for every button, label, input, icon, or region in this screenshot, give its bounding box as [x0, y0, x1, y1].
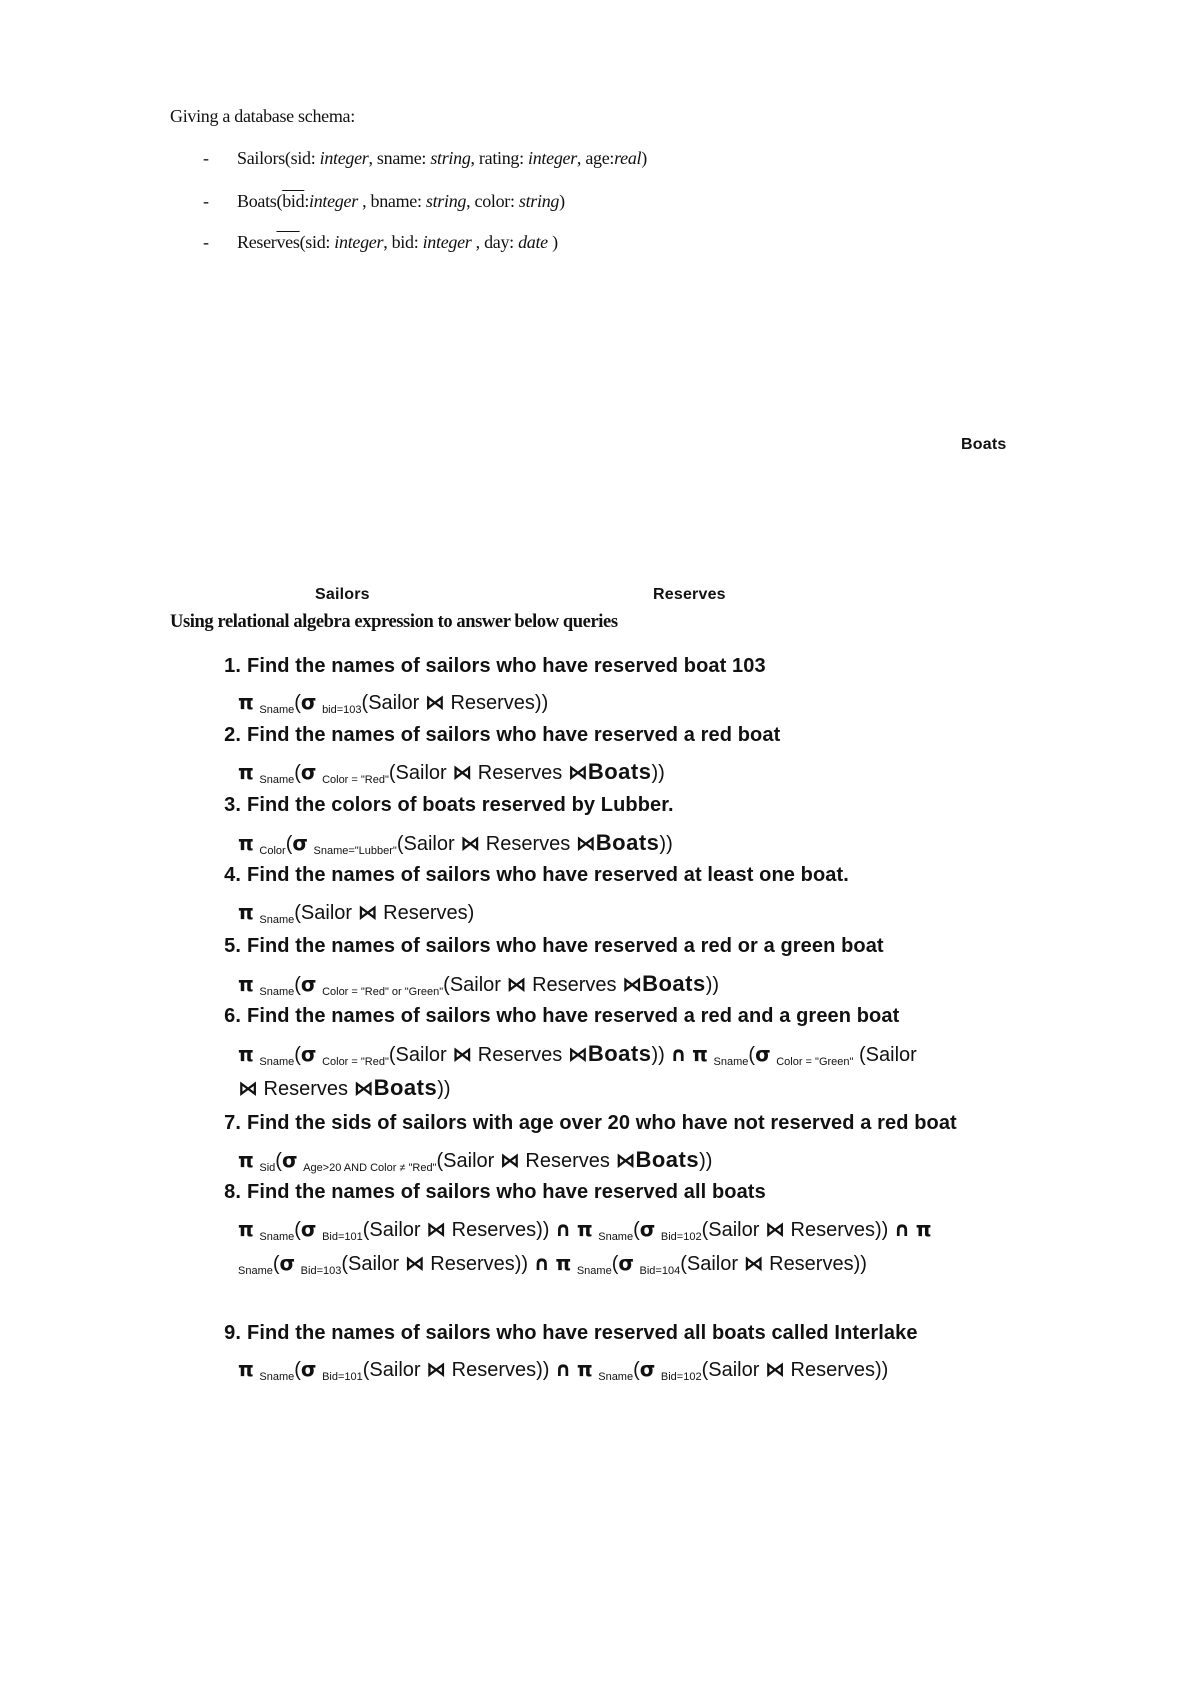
selection-subscript: Age>20 AND Color ≠ "Red": [303, 1162, 437, 1174]
relation-text: Reserves: [519, 1150, 616, 1172]
relation-text: (Sailor: [680, 1253, 744, 1275]
relation-text: Reserves: [472, 1044, 568, 1066]
join-symbol: ⋈: [622, 972, 643, 996]
relation-text: Reserves)): [444, 692, 549, 714]
join-symbol: ⋈: [567, 1042, 588, 1066]
schema-type: integer: [422, 232, 472, 252]
question-text: Find the names of sailors who have reserved boat 103: [247, 655, 766, 677]
join-symbol: ⋈: [764, 1357, 785, 1381]
intersect-symbol: ∩: [893, 1217, 911, 1241]
relation-text: Reserves)): [446, 1219, 550, 1241]
pi-symbol: π: [238, 1217, 254, 1241]
join-symbol: ⋈: [452, 760, 473, 784]
join-symbol: ⋈: [404, 1251, 425, 1275]
selection-subscript: Bid=101: [322, 1231, 363, 1243]
question-6: [205, 1005, 899, 1028]
join-symbol: ⋈: [426, 1217, 447, 1241]
relation-text: (Sailor: [362, 1219, 427, 1241]
schema-reserves: [203, 232, 558, 253]
sigma-symbol: σ: [300, 760, 317, 784]
question-text: Find the names of sailors who have reserved a red or a green boat: [247, 935, 884, 957]
list-dash: -: [203, 232, 209, 252]
pi-symbol: π: [576, 1217, 593, 1241]
join-symbol: ⋈: [499, 1148, 520, 1172]
sigma-symbol: σ: [300, 1357, 317, 1381]
projection-subscript: Sname: [259, 1056, 295, 1068]
question-number: 2.: [224, 724, 241, 746]
selection-subscript: Bid=101: [322, 1371, 363, 1383]
question-number: 9.: [224, 1322, 241, 1344]
question-text: Find the colors of boats reserved by Lubber.: [247, 794, 674, 816]
question-3: [205, 794, 674, 817]
selection-subscript: Sname="Lubber": [313, 845, 397, 857]
answer-7: π $_{Sid}$(σ $_{Age>20 AND Color \ne "Red"}$(Sailor ⋈ Reserves ⋈Boats)): [238, 1147, 713, 1174]
relation-text: (Sailor: [701, 1219, 765, 1241]
answer-6-line-1: π $_{Sname}$(σ $_{Color = "Red"}$(Sailor ⋈ Reserves ⋈Boats)) ∩ π $_{Sname}$(σ $_{Color = "Green"}$ (Sailor: [238, 1041, 917, 1068]
schema-type: integer: [334, 232, 384, 252]
join-symbol: ⋈: [452, 1042, 473, 1066]
schema-attr: , day:: [471, 232, 519, 252]
schema-type: integer: [309, 191, 358, 211]
join-symbol: ⋈: [506, 972, 527, 996]
relation-text: Reserves)): [446, 1359, 550, 1381]
question-text: Find the sids of sailors with age over 20 who have not reserved a red boat: [247, 1112, 957, 1134]
schema-attr: sid:: [290, 148, 320, 168]
projection-subscript: Sname: [598, 1231, 634, 1243]
question-8: [205, 1181, 766, 1204]
selection-subscript: Color = "Green": [776, 1056, 854, 1068]
schema-table-name-overline: $\overline{ves}$: [276, 232, 300, 252]
question-text: Find the names of sailors who have reserved all boats: [247, 1181, 766, 1203]
pi-symbol: π: [238, 900, 254, 924]
relation-text: Boats: [595, 830, 660, 855]
join-symbol: ⋈: [426, 1357, 447, 1381]
projection-subscript: Sname: [259, 914, 295, 926]
schema-table-name: Boats(: [237, 191, 283, 211]
question-text: Find the names of sailors who have reserved all boats called Interlake: [247, 1322, 918, 1344]
relation-text: (Sailor: [396, 833, 461, 855]
question-7: [205, 1112, 957, 1135]
relation-text: Reserves)): [784, 1359, 889, 1381]
join-symbol: ⋈: [353, 1076, 374, 1100]
pi-symbol: π: [238, 1148, 254, 1172]
answer-1: π $_{Sname}$(σ $_{bid=103}$(Sailor ⋈ Reserves)): [238, 690, 549, 716]
question-2: [205, 724, 780, 747]
schema-type: string: [518, 191, 560, 211]
schema-attr: , bid:: [383, 232, 423, 252]
projection-subscript: Sname: [238, 1265, 273, 1277]
question-number: 8.: [224, 1181, 241, 1203]
list-dash: -: [203, 148, 209, 168]
selection-subscript: Bid=102: [660, 1231, 702, 1243]
question-text: Find the names of sailors who have reserved at least one boat.: [247, 864, 849, 886]
relation-text: (Sailor: [388, 762, 453, 784]
schema-attr: , sname:: [368, 148, 431, 168]
relation-text: Reserves: [258, 1078, 354, 1100]
schema-table-name: Sailors(: [237, 148, 291, 168]
pi-symbol: π: [238, 690, 254, 714]
join-symbol: ⋈: [764, 1217, 785, 1241]
intersect-symbol: ∩: [670, 1042, 687, 1066]
paren-text: )): [699, 1150, 713, 1172]
relation-text: Reserves): [377, 902, 475, 924]
question-number: 5.: [224, 935, 241, 957]
sigma-symbol: σ: [639, 1357, 656, 1381]
question-4: [205, 864, 849, 887]
pi-symbol: π: [238, 1357, 254, 1381]
schema-attr: (sid:: [299, 232, 335, 252]
relation-text: (Sailor: [436, 1150, 500, 1172]
sigma-symbol: σ: [618, 1251, 634, 1275]
schema-type: integer: [528, 148, 577, 168]
selection-subscript: Color = "Red": [322, 774, 389, 786]
sigma-symbol: σ: [281, 1148, 298, 1172]
join-symbol: ⋈: [567, 760, 588, 784]
relation-text: Boats: [635, 1147, 700, 1172]
relation-text: Reserves)): [424, 1253, 529, 1275]
answer-6-line-2: [238, 1075, 451, 1101]
schema-key-attr: $\overline{bid}$: [282, 191, 305, 211]
question-text: Find the names of sailors who have reserved a red and a green boat: [247, 1005, 900, 1027]
relation-text: Reserves: [472, 762, 568, 784]
sigma-symbol: σ: [292, 831, 308, 855]
selection-subscript: Bid=102: [660, 1371, 702, 1383]
relation-text: Reserves)): [784, 1219, 889, 1241]
question-5: [205, 935, 884, 958]
pi-symbol: π: [915, 1217, 932, 1241]
intro-text: Giving a database schema:: [170, 106, 355, 126]
pi-symbol: π: [576, 1357, 593, 1381]
projection-subscript: Sname: [713, 1056, 749, 1068]
projection-subscript: Sname: [598, 1371, 634, 1383]
relation-text: (Sailor: [859, 1044, 917, 1066]
projection-subscript: Sname: [259, 774, 295, 786]
projection-subscript: Sname: [259, 986, 295, 998]
schema-attr: , age:: [576, 148, 615, 168]
join-symbol: ⋈: [615, 1148, 636, 1172]
schema-type: string: [430, 148, 471, 168]
relation-text: Boats: [642, 971, 706, 996]
relation-text: (Sailor: [341, 1253, 405, 1275]
relation-text: Reserves: [526, 974, 623, 996]
pi-symbol: π: [238, 972, 254, 996]
join-symbol: ⋈: [238, 1076, 258, 1100]
question-number: 1.: [224, 655, 241, 677]
paren-text: )): [659, 833, 673, 855]
answer-8-line-2: $_{Sname}$(σ $_{Bid=103}$(Sailor ⋈ Reserves)) ∩ π $_{Sname}$(σ $_{Bid=104}$(Sailor ⋈ Reserves)): [238, 1251, 867, 1277]
question-number: 7.: [224, 1112, 241, 1134]
schema-type: real: [614, 148, 642, 168]
sigma-symbol: σ: [300, 690, 317, 714]
paren-text: )): [651, 762, 665, 784]
schema-sailors: [203, 148, 647, 169]
pi-symbol: π: [238, 831, 254, 855]
paren-text: )): [705, 974, 720, 996]
answer-8-line-1: π $_{Sname}$(σ $_{Bid=101}$(Sailor ⋈ Reserves)) ∩ π $_{Sname}$(σ $_{Bid=102}$(Sailor ⋈ Reserves)) ∩ π: [238, 1217, 932, 1243]
question-1: [205, 655, 766, 678]
relation-text: (Sailor: [388, 1044, 453, 1066]
selection-subscript: Color = "Red" or "Green": [322, 986, 444, 998]
selection-subscript: Bid=104: [639, 1265, 681, 1277]
schema-attr: , color:: [466, 191, 519, 211]
schema-attr: , rating:: [470, 148, 529, 168]
relation-text: Boats: [587, 759, 652, 784]
schema-type: integer: [319, 148, 369, 168]
answer-3: π $_{Color}$(σ $_{Sname="Lubber"}$(Sailor ⋈ Reserves ⋈Boats)): [238, 830, 673, 857]
relation-text: Reserves: [480, 833, 576, 855]
schema-paren: ): [559, 191, 565, 211]
relation-text: (Sailor: [443, 974, 507, 996]
section-heading: Using relational algebra expression to answer below queries: [170, 612, 618, 632]
relation-text: (Sailor: [701, 1359, 765, 1381]
projection-subscript: Sname: [259, 704, 295, 716]
relation-text: Boats: [373, 1075, 438, 1100]
pi-symbol: π: [555, 1251, 572, 1275]
question-number: 3.: [224, 794, 241, 816]
diagram-label-sailors: Sailors: [315, 586, 370, 603]
diagram-label-boats: Boats: [961, 436, 1007, 453]
relation-text: (Sailor: [361, 692, 425, 714]
intersect-symbol: ∩: [555, 1357, 572, 1381]
answer-4: [238, 900, 474, 926]
question-number: 6.: [224, 1005, 241, 1027]
sigma-symbol: σ: [639, 1217, 656, 1241]
paren-text: )): [437, 1078, 451, 1100]
projection-subscript: Sid: [259, 1162, 276, 1174]
relation-text: Reserves)): [763, 1253, 867, 1275]
projection-subscript: Sname: [259, 1371, 295, 1383]
schema-paren: ): [547, 232, 558, 252]
selection-subscript: Bid=103: [300, 1265, 342, 1277]
projection-subscript: Sname: [576, 1265, 612, 1277]
sigma-symbol: σ: [300, 1217, 317, 1241]
projection-subscript: Sname: [259, 1231, 295, 1243]
answer-5: π $_{Sname}$(σ $_{Color = "Red" or "Green"}$(Sailor ⋈ Reserves ⋈Boats)): [238, 971, 720, 998]
list-dash: -: [203, 191, 209, 211]
selection-subscript: Color = "Red": [322, 1056, 389, 1068]
schema-attr: :: [304, 191, 310, 211]
schema-boats: [203, 191, 565, 212]
sigma-symbol: σ: [300, 972, 317, 996]
paren-text: )): [651, 1044, 665, 1066]
intersect-symbol: ∩: [555, 1217, 572, 1241]
sigma-symbol: σ: [279, 1251, 296, 1275]
relation-text: (Sailor: [362, 1359, 427, 1381]
diagram-label-reserves: Reserves: [653, 586, 726, 603]
projection-subscript: Color: [259, 845, 286, 857]
join-symbol: ⋈: [424, 690, 445, 714]
join-symbol: ⋈: [743, 1251, 764, 1275]
schema-type: string: [425, 191, 467, 211]
question-number: 4.: [224, 864, 241, 886]
answer-9: π $_{Sname}$(σ $_{Bid=101}$(Sailor ⋈ Reserves)) ∩ π $_{Sname}$(σ $_{Bid=102}$(Sailor ⋈ Reserves)): [238, 1357, 889, 1383]
schema-type: date: [518, 232, 548, 252]
relation-text: Boats: [587, 1041, 652, 1066]
join-symbol: ⋈: [575, 831, 596, 855]
sigma-symbol: σ: [755, 1042, 771, 1066]
pi-symbol: π: [238, 760, 254, 784]
relation-text: (Sailor: [294, 902, 358, 924]
sigma-symbol: σ: [300, 1042, 317, 1066]
schema-table-name: Reser: [237, 232, 277, 252]
question-text: Find the names of sailors who have reserved a red boat: [247, 724, 781, 746]
join-symbol: ⋈: [357, 900, 378, 924]
join-symbol: ⋈: [460, 831, 481, 855]
pi-symbol: π: [238, 1042, 254, 1066]
intersect-symbol: ∩: [533, 1251, 550, 1275]
schema-paren: ): [641, 148, 647, 168]
selection-subscript: bid=103: [322, 704, 362, 716]
answer-2: π $_{Sname}$(σ $_{Color = "Red"}$(Sailor ⋈ Reserves ⋈Boats)): [238, 759, 665, 786]
question-9: [205, 1322, 918, 1345]
schema-attr: , bname:: [357, 191, 426, 211]
pi-symbol: π: [692, 1042, 708, 1066]
